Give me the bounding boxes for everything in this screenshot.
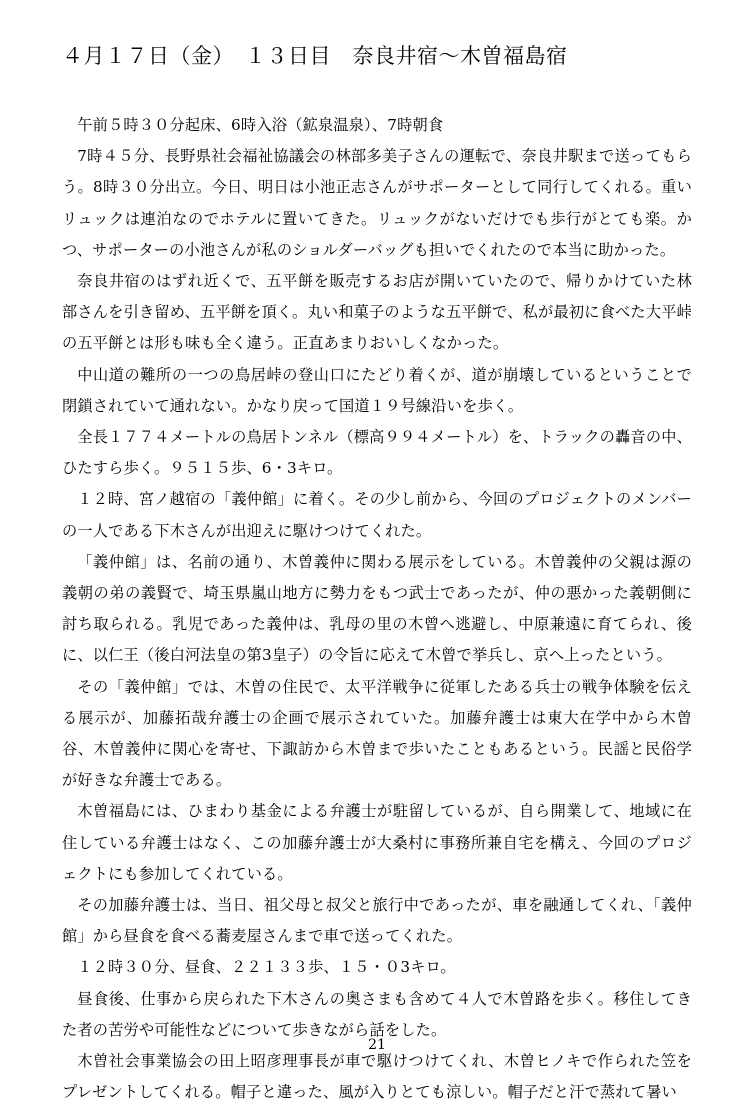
paragraph: １２時、宮ノ越宿の「義仲館」に着く。その少し前から、今回のプロジェクトのメンバーの一人である下木さんが出迎えに駆けつけてくれた。: [62, 490, 692, 540]
paragraph: 「義仲館」は、名前の通り、木曽義仲に関わる展示をしている。木曽義仲の父親は源の義朝の弟の義賢で、埼玉県嵐山地方に勢力をもつ武士であったが、仲の悪かった義朝側に討ち取られる。乳児であった義仲は、乳母の里の木曾へ逃避し、中原兼遠に育てられ、後に、以仁王（後白河法皇の第3皇子）の令旨に応えて木曾で挙兵し、京へ上ったという。: [62, 552, 692, 665]
paragraph: 奈良井宿のはずれ近くで、五平餅を販売するお店が開いていたので、帰りかけていた林部さんを引き留め、五平餅を頂く。丸い和菓子のような五平餅で、私が最初に食べた大平峠の五平餅とは形も味も全く違う。正直あまりおいしくなかった。: [62, 272, 692, 353]
paragraph: 午前５時３０分起床、6時入浴（鉱泉温泉）、7時朝食: [77, 116, 444, 134]
paragraph: 昼食後、仕事から戻られた下木さんの奥さまも含めて４人で木曽路を歩く。移住してきた者の苦労や可能性などについて歩きながら話をした。: [62, 989, 692, 1039]
page-title: ４月１７日（金） １３日目 奈良井宿〜木曽福島宿: [62, 44, 568, 68]
paragraph: 全長１７７４メートルの鳥居トンネル（標高９９４メートル）を、トラックの轟音の中、ひたすら歩く。９５１５歩、6・3キロ。: [62, 428, 692, 478]
document-body: [62, 110, 692, 1109]
paragraph: その加藤弁護士は、当日、祖父母と叔父と旅行中であったが、車を融通してくれ、「義仲館」から昼食を食べる蕎麦屋さんまで車で送ってくれた。: [62, 896, 692, 946]
paragraph: 7時４５分、長野県社会福祉協議会の林部多美子さんの運転で、奈良井駅まで送ってもらう。8時３０分出立。今日、明日は小池正志さんがサポーターとして同行してくれる。重いリュックは連泊なのでホテルに置いてきた。リュックがないだけでも歩行がとても楽。かつ、サポーターの小池さんが私のショルダーバッグも担いでくれたので本当に助かった。: [62, 147, 692, 259]
paragraph: 木曽福島には、ひまわり基金による弁護士が駐留しているが、自ら開業して、地域に在住している弁護士はなく、この加藤弁護士が大桑村に事務所兼自宅を構え、今回のプロジェクトにも参加してくれている。: [62, 802, 692, 883]
paragraph: 木曽社会事業協会の田上昭彦理事長が車で駆けつけてくれ、木曽ヒノキで作られた笠をプレゼントしてくれる。帽子と違った、風が入りとても涼しい。帽子だと汗で蒸れて暑い: [62, 1052, 692, 1102]
page-number: 21: [368, 1037, 386, 1053]
paragraph: 中山道の難所の一つの鳥居峠の登山口にたどり着くが、道が崩壊しているということで閉鎖されていて通れない。かなり戻って国道１９号線沿いを歩く。: [62, 365, 692, 415]
paragraph: その「義仲館」では、木曽の住民で、太平洋戦争に従軍したある兵士の戦争体験を伝える展示が、加藤拓哉弁護士の企画で展示されていた。加藤弁護士は東大在学中から木曽谷、木曽義仲に関心を寄せ、下諏訪から木曽まで歩いたこともあるという。民謡と民俗学が好きな弁護士である。: [62, 677, 692, 790]
paragraph: １２時３０分、昼食、２２１３３歩、１５・０3キロ。: [77, 958, 456, 977]
